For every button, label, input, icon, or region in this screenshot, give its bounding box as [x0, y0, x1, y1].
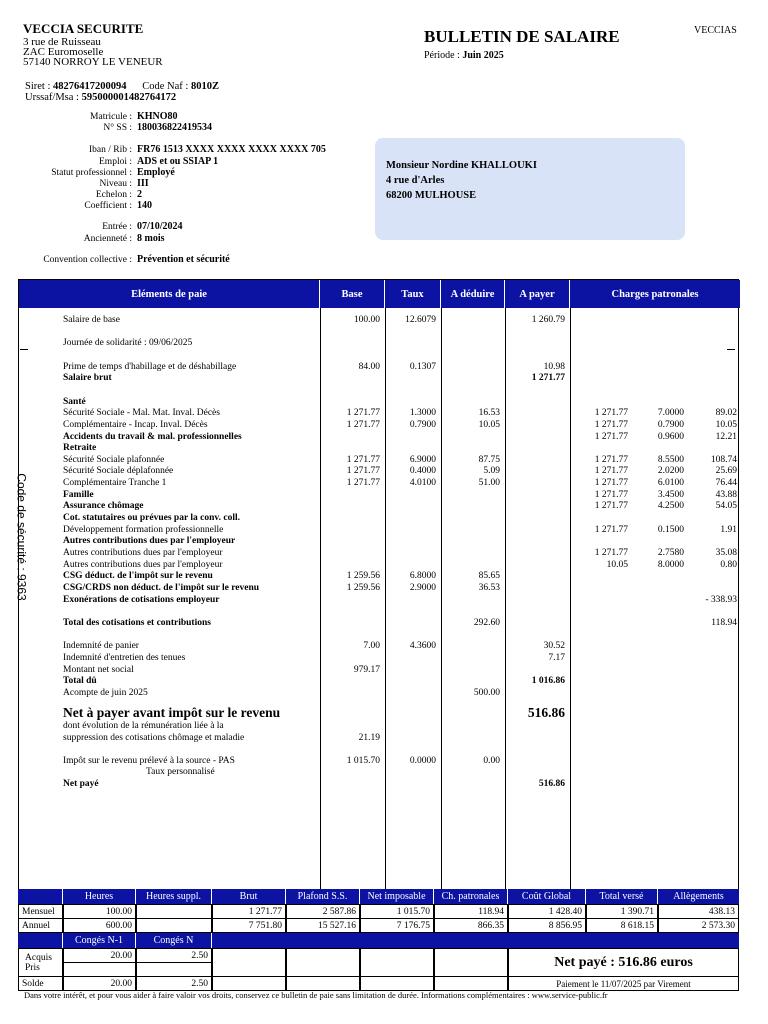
- cell-label: Sécurité Sociale déplafonnée: [63, 466, 174, 477]
- cell-ded: 10.05: [478, 419, 500, 430]
- cell-label: Montant net social: [63, 664, 134, 675]
- employee-field-value: Employé: [137, 167, 175, 178]
- employee-field-value: 8 mois: [137, 233, 165, 244]
- evolution-value: 21.19: [358, 733, 380, 743]
- cell-base: 1 271.77: [346, 478, 380, 489]
- evolution-label-1: dont évolution de la rémunération liée à la: [63, 721, 224, 731]
- summary-header: Coût Global: [508, 889, 586, 904]
- cell-label: Indemnité de panier: [63, 641, 139, 652]
- cell-label: Prime de temps d'habillage et de déshabillage: [63, 361, 237, 372]
- table-row: [19, 571, 740, 583]
- conges-corner: [18, 933, 63, 948]
- employee-field-value: KHNO80: [137, 111, 178, 122]
- pas-sub-label: Taux personnalisé: [146, 767, 215, 777]
- cell-label: Exonérations de cotisations employeur: [63, 594, 220, 605]
- summary-header: Net imposable: [360, 889, 434, 904]
- cell-pb: 1 271.77: [594, 548, 628, 558]
- table-row: [19, 525, 740, 537]
- summary-cell: 438.13: [658, 904, 739, 919]
- pas-row: [19, 756, 740, 768]
- cell-pm: 35.08: [715, 548, 737, 558]
- cell-pm: 10.05: [715, 419, 737, 430]
- summary-cell: 7 176.75: [360, 918, 434, 933]
- cell-pt: 0.9600: [657, 431, 684, 442]
- cell-pm: 108.74: [710, 454, 737, 465]
- summary-cell: 100.00: [63, 904, 136, 919]
- summary-header: Total versé: [586, 889, 658, 904]
- cell-pay: 1 271.77: [531, 373, 565, 384]
- cell-pt: 2.7580: [657, 548, 684, 558]
- cell-base: 84.00: [358, 361, 380, 372]
- table-row: [19, 548, 740, 560]
- employer-address-1: 3 rue de Ruisseau: [23, 36, 101, 48]
- cell-pt: 3.4500: [657, 489, 684, 500]
- cell-label: Retraite: [63, 443, 97, 454]
- summary-cell: 866.35: [434, 918, 508, 933]
- employer-name: VECCIA SECURITE: [23, 21, 144, 36]
- cell-pt: 0.1500: [657, 524, 684, 535]
- summary-header: Ch. patronales: [434, 889, 508, 904]
- table-row: [19, 490, 740, 502]
- conges-n1-header: Congés N-1: [63, 933, 136, 948]
- cell-label: Sécurité Sociale plafonnée: [63, 454, 165, 465]
- cell-base: 1 271.77: [346, 419, 380, 430]
- employee-field-value: 180036822419534: [137, 122, 212, 133]
- conges-n-header: Congés N: [136, 933, 212, 948]
- cell-ded: 85.65: [478, 571, 500, 582]
- employee-field-label: Statut professionnel :: [51, 168, 132, 178]
- table-row: [19, 595, 740, 607]
- cell-pay: 30.52: [543, 641, 565, 652]
- conges-acquis-n: 2.50: [136, 948, 212, 963]
- employee-field-label: Ancienneté :: [83, 234, 132, 244]
- conges-acquis-n1: 20.00: [63, 948, 136, 963]
- cell-pm: 89.02: [715, 408, 737, 419]
- pas-sub-row: [19, 767, 740, 779]
- table-row: [19, 350, 740, 362]
- summary-cell: 15 527.16: [286, 918, 360, 933]
- cell-label: Santé: [63, 396, 86, 407]
- cell-ded: 500.00: [473, 687, 500, 698]
- cell-ded: 5.09: [483, 466, 500, 477]
- conges-pris-n: [136, 962, 212, 977]
- summary-cell: 1 271.77: [212, 904, 286, 919]
- employee-field-value: ADS et ou SSIAP 1: [137, 156, 219, 167]
- employee-field-value: III: [137, 178, 149, 189]
- net-before-tax-value: 516.86: [527, 705, 565, 720]
- cell-label: Total dû: [63, 676, 97, 687]
- recipient-city: 68200 MULHOUSE: [386, 190, 477, 201]
- cell-taux: 1.3000: [409, 408, 436, 419]
- employee-field-label: Matricule :: [90, 112, 132, 122]
- cell-label: Indemnité d'entretien des tenues: [63, 652, 186, 663]
- employee-field-label: Echelon :: [95, 190, 132, 200]
- table-row: [19, 630, 740, 642]
- cell-label: Autres contributions dues par l'employeur: [63, 536, 236, 547]
- cell-pb: 10.05: [606, 559, 628, 570]
- conges-solde-n: 2.50: [136, 976, 212, 991]
- table-row: [19, 583, 740, 595]
- table-row: [19, 315, 740, 327]
- summary-cell: 1 390.71: [586, 904, 658, 919]
- table-row: [19, 606, 740, 618]
- cell-pb: 1 271.77: [594, 478, 628, 489]
- cell-label: Total des cotisations et contributions: [63, 617, 211, 628]
- cell-ded: 87.75: [478, 454, 500, 465]
- cell-pm: 43.88: [715, 489, 737, 500]
- summary-header: Allègements: [658, 889, 739, 904]
- cell-pb: 1 271.77: [594, 489, 628, 500]
- cell-taux: 0.7900: [409, 419, 436, 430]
- fold-mark-right: [727, 349, 735, 350]
- solde-empty-1: [212, 976, 286, 991]
- cell-label: Autres contributions dues par l'employeur: [63, 548, 223, 558]
- conges-solde-n1: 20.00: [63, 976, 136, 991]
- cell-pt: 7.0000: [657, 408, 684, 419]
- cell-pb: 1 271.77: [594, 501, 628, 512]
- cell-label: Autres contributions dues par l'employeur: [63, 559, 223, 570]
- employee-field-value: Prévention et sécurité: [137, 254, 230, 265]
- header-taux: Taux: [385, 280, 441, 308]
- cell-base: 7.00: [363, 641, 380, 652]
- cell-label: Salaire de base: [63, 315, 120, 325]
- urssaf-line: Urssaf/Msa : 595000001482764172: [25, 92, 177, 103]
- summary-cell: 118.94: [434, 904, 508, 919]
- solde-empty-3: [360, 976, 434, 991]
- summary-row-label: Mensuel: [18, 904, 63, 919]
- header-patronal: Charges patronales: [570, 280, 740, 308]
- cell-pt: 2.0200: [657, 466, 684, 477]
- table-row: [19, 385, 740, 397]
- cell-pt: 8.0000: [657, 559, 684, 570]
- cell-label: Accidents du travail & mal. professionnelles: [63, 431, 242, 442]
- pas-base: 1 015.70: [346, 756, 380, 766]
- cell-pb: 1 271.77: [594, 431, 628, 442]
- summary-cell: 8 618.15: [586, 918, 658, 933]
- cell-pt: 0.7900: [657, 419, 684, 430]
- summary-header: Plafond S.S.: [286, 889, 360, 904]
- table-row: [19, 408, 740, 420]
- cell-pb: 1 271.77: [594, 419, 628, 430]
- cell-pt: 6.0100: [657, 478, 684, 489]
- table-row: [19, 641, 740, 653]
- table-row: [19, 536, 740, 548]
- cell-pm: 0.80: [720, 559, 737, 570]
- header-payer: A payer: [505, 280, 570, 308]
- table-row: [19, 618, 740, 630]
- summary-cell: 2 573.30: [658, 918, 739, 933]
- table-row: [19, 397, 740, 409]
- payment-info: Paiement le 11/07/2025 par Virement: [508, 976, 739, 991]
- summary-header: Heures: [63, 889, 136, 904]
- recipient-street: 4 rue d'Arles: [386, 175, 445, 186]
- cell-base: 1 271.77: [346, 454, 380, 465]
- table-row: [19, 420, 740, 432]
- conges-empty-4: [434, 948, 508, 977]
- employee-field-label: Entrée :: [102, 222, 132, 232]
- evolution-row-1: [19, 721, 740, 733]
- table-row: [19, 327, 740, 339]
- cell-pb: 1 271.77: [594, 466, 628, 477]
- cell-pay: 1 260.79: [531, 315, 565, 325]
- cell-taux: 0.4000: [409, 466, 436, 477]
- summary-row-label: Annuel: [18, 918, 63, 933]
- cell-base: 100.00: [353, 315, 380, 325]
- cell-pm: 12.21: [715, 431, 737, 442]
- summary-corner: [18, 889, 63, 904]
- conges-acquis-label: Acquis Pris: [18, 948, 63, 977]
- recipient-name: Monsieur Nordine KHALLOUKI: [386, 160, 537, 171]
- conges-pris-n1: [63, 962, 136, 977]
- table-row: [19, 501, 740, 513]
- corner-code: VECCIAS: [694, 25, 737, 36]
- employer-address-3: 57140 NORROY LE VENEUR: [23, 56, 163, 68]
- header-deduire: A déduire: [441, 280, 505, 308]
- table-row: [19, 560, 740, 572]
- summary-cell: 600.00: [63, 918, 136, 933]
- cell-label: Journée de solidarité : 09/06/2025: [63, 338, 193, 349]
- table-row: [19, 466, 740, 478]
- table-row: [19, 478, 740, 490]
- cell-label: Famille: [63, 489, 94, 500]
- cell-base: 1 259.56: [346, 571, 380, 582]
- siret-line: Siret : 48276417200094 Code Naf : 8010Z: [25, 81, 219, 92]
- employee-field-label: Iban / Rib :: [88, 145, 132, 155]
- cell-label: Cot. statutaires ou prévues par la conv. coll.: [63, 513, 240, 524]
- cell-pb: 1 271.77: [594, 408, 628, 419]
- cell-pt: 8.5500: [657, 454, 684, 465]
- cell-taux: 4.3600: [409, 641, 436, 652]
- table-row: [19, 432, 740, 444]
- cell-taux: 6.9000: [409, 454, 436, 465]
- cell-pm: 54.05: [715, 501, 737, 512]
- header-base: Base: [320, 280, 385, 308]
- employee-field-value: 140: [137, 200, 152, 211]
- cell-pm: 1.91: [720, 524, 737, 535]
- cell-base: 1 271.77: [346, 466, 380, 477]
- cell-label: CSG déduct. de l'impôt sur le revenu: [63, 571, 213, 582]
- cell-pb: 1 271.77: [594, 524, 628, 535]
- conges-empty-1: [212, 948, 286, 977]
- table-row: [19, 362, 740, 374]
- cell-pay: 7.17: [548, 652, 565, 663]
- pas-deduire: 0.00: [483, 756, 500, 766]
- table-row: [19, 373, 740, 385]
- table-row: [19, 688, 740, 700]
- cell-taux: 12.6079: [405, 315, 436, 325]
- evolution-row-2: [19, 733, 740, 745]
- employee-field-label: Niveau :: [99, 179, 132, 189]
- cell-label: CSG/CRDS non déduct. de l'impôt sur le revenu: [63, 582, 260, 593]
- cell-label: Assurance chômage: [63, 501, 144, 512]
- cell-label: Complémentaire - Incap. Inval. Décès: [63, 419, 208, 430]
- table-row: [19, 338, 740, 350]
- cell-ded: 51.00: [478, 478, 500, 489]
- cell-label: Salaire brut: [63, 373, 112, 384]
- cell-taux: 0.1307: [409, 361, 436, 372]
- summary-cell: [136, 904, 212, 919]
- employee-field-label: N° SS :: [103, 123, 132, 133]
- document-title: BULLETIN DE SALAIRE: [424, 27, 620, 46]
- pas-taux: 0.0000: [409, 756, 436, 766]
- cell-ded: 292.60: [473, 617, 500, 628]
- footer-note: Dans votre intérêt, et pour vous aider à faire valoir vos droits, conservez ce bulletin de paie sans limitation de durée. Informations complémentaires : www.service-public.fr: [24, 990, 608, 1000]
- cell-pay: 1 016.86: [531, 676, 565, 687]
- net-before-tax-label: Net à payer avant impôt sur le revenu: [63, 705, 281, 720]
- table-row: [19, 455, 740, 467]
- fold-mark-left: [20, 349, 28, 350]
- summary-header: Brut: [212, 889, 286, 904]
- cell-label: Complémentaire Tranche 1: [63, 478, 167, 489]
- conges-empty-2: [286, 948, 360, 977]
- summary-cell: 1 015.70: [360, 904, 434, 919]
- summary-cell: 1 428.40: [508, 904, 586, 919]
- cell-ded: 36.53: [478, 582, 500, 593]
- employee-field-label: Emploi :: [99, 157, 132, 167]
- conges-solde-label: Solde: [18, 976, 63, 991]
- cell-pm: 76.44: [715, 478, 737, 489]
- net-paid-value: 516.86: [538, 779, 565, 789]
- employee-field-label: Convention collective :: [43, 255, 132, 265]
- payroll-table: [18, 279, 739, 890]
- cell-taux: 6.8000: [409, 571, 436, 582]
- cell-pm: 25.69: [715, 466, 737, 477]
- solde-empty-4: [434, 976, 508, 991]
- solde-empty-2: [286, 976, 360, 991]
- table-row: [19, 653, 740, 665]
- summary-cell: 2 587.86: [286, 904, 360, 919]
- cell-pt: 4.2500: [657, 501, 684, 512]
- table-row: [19, 676, 740, 688]
- cell-pay: 10.98: [543, 361, 565, 372]
- summary-cell: [136, 918, 212, 933]
- net-paid-row: [19, 779, 740, 791]
- cell-pm: - 338.93: [705, 594, 737, 605]
- employee-field-label: Coefficient :: [84, 201, 132, 211]
- evolution-label-2: suppression des cotisations chômage et maladie: [63, 733, 245, 743]
- summary-header: Heures suppl.: [136, 889, 212, 904]
- table-row: [19, 665, 740, 677]
- cell-label: Acompte de juin 2025: [63, 687, 148, 698]
- security-code-label: Code de sécurité : 9363: [14, 473, 29, 601]
- cell-label: Développement formation professionnelle: [63, 524, 224, 535]
- recipient-address-box: [375, 138, 685, 240]
- cell-taux: 4.0100: [409, 478, 436, 489]
- table-row: [19, 443, 740, 455]
- cell-taux: 2.9000: [409, 582, 436, 593]
- cell-base: 979.17: [353, 664, 380, 675]
- cell-ded: 16.53: [478, 408, 500, 419]
- summary-grid: [18, 889, 739, 994]
- net-paid-euros: Net payé : 516.86 euros: [508, 948, 739, 977]
- summary-cell: 8 856.95: [508, 918, 586, 933]
- summary-cell: 7 751.80: [212, 918, 286, 933]
- employee-field-value: 2: [137, 189, 142, 200]
- header-elements: Eléments de paie: [19, 280, 320, 308]
- cell-pb: 1 271.77: [594, 454, 628, 465]
- conges-empty-3: [360, 948, 434, 977]
- cell-base: 1 271.77: [346, 408, 380, 419]
- employee-field-value: FR76 1513 XXXX XXXX XXXX XXXX 705: [137, 144, 326, 155]
- net-paid-label: Net payé: [63, 779, 99, 789]
- employee-field-value: 07/10/2024: [137, 221, 183, 232]
- pas-label: Impôt sur le revenu prélevé à la source - PAS: [63, 756, 235, 766]
- table-row: [19, 513, 740, 525]
- cell-base: 1 259.56: [346, 582, 380, 593]
- period: Période : Juin 2025: [424, 50, 504, 61]
- cell-pm: 118.94: [711, 617, 737, 628]
- conges-header-fill: [212, 933, 739, 948]
- cell-label: Sécurité Sociale - Mal. Mat. Inval. Décès: [63, 408, 220, 419]
- employer-address-2: ZAC Euromoselle: [23, 46, 104, 58]
